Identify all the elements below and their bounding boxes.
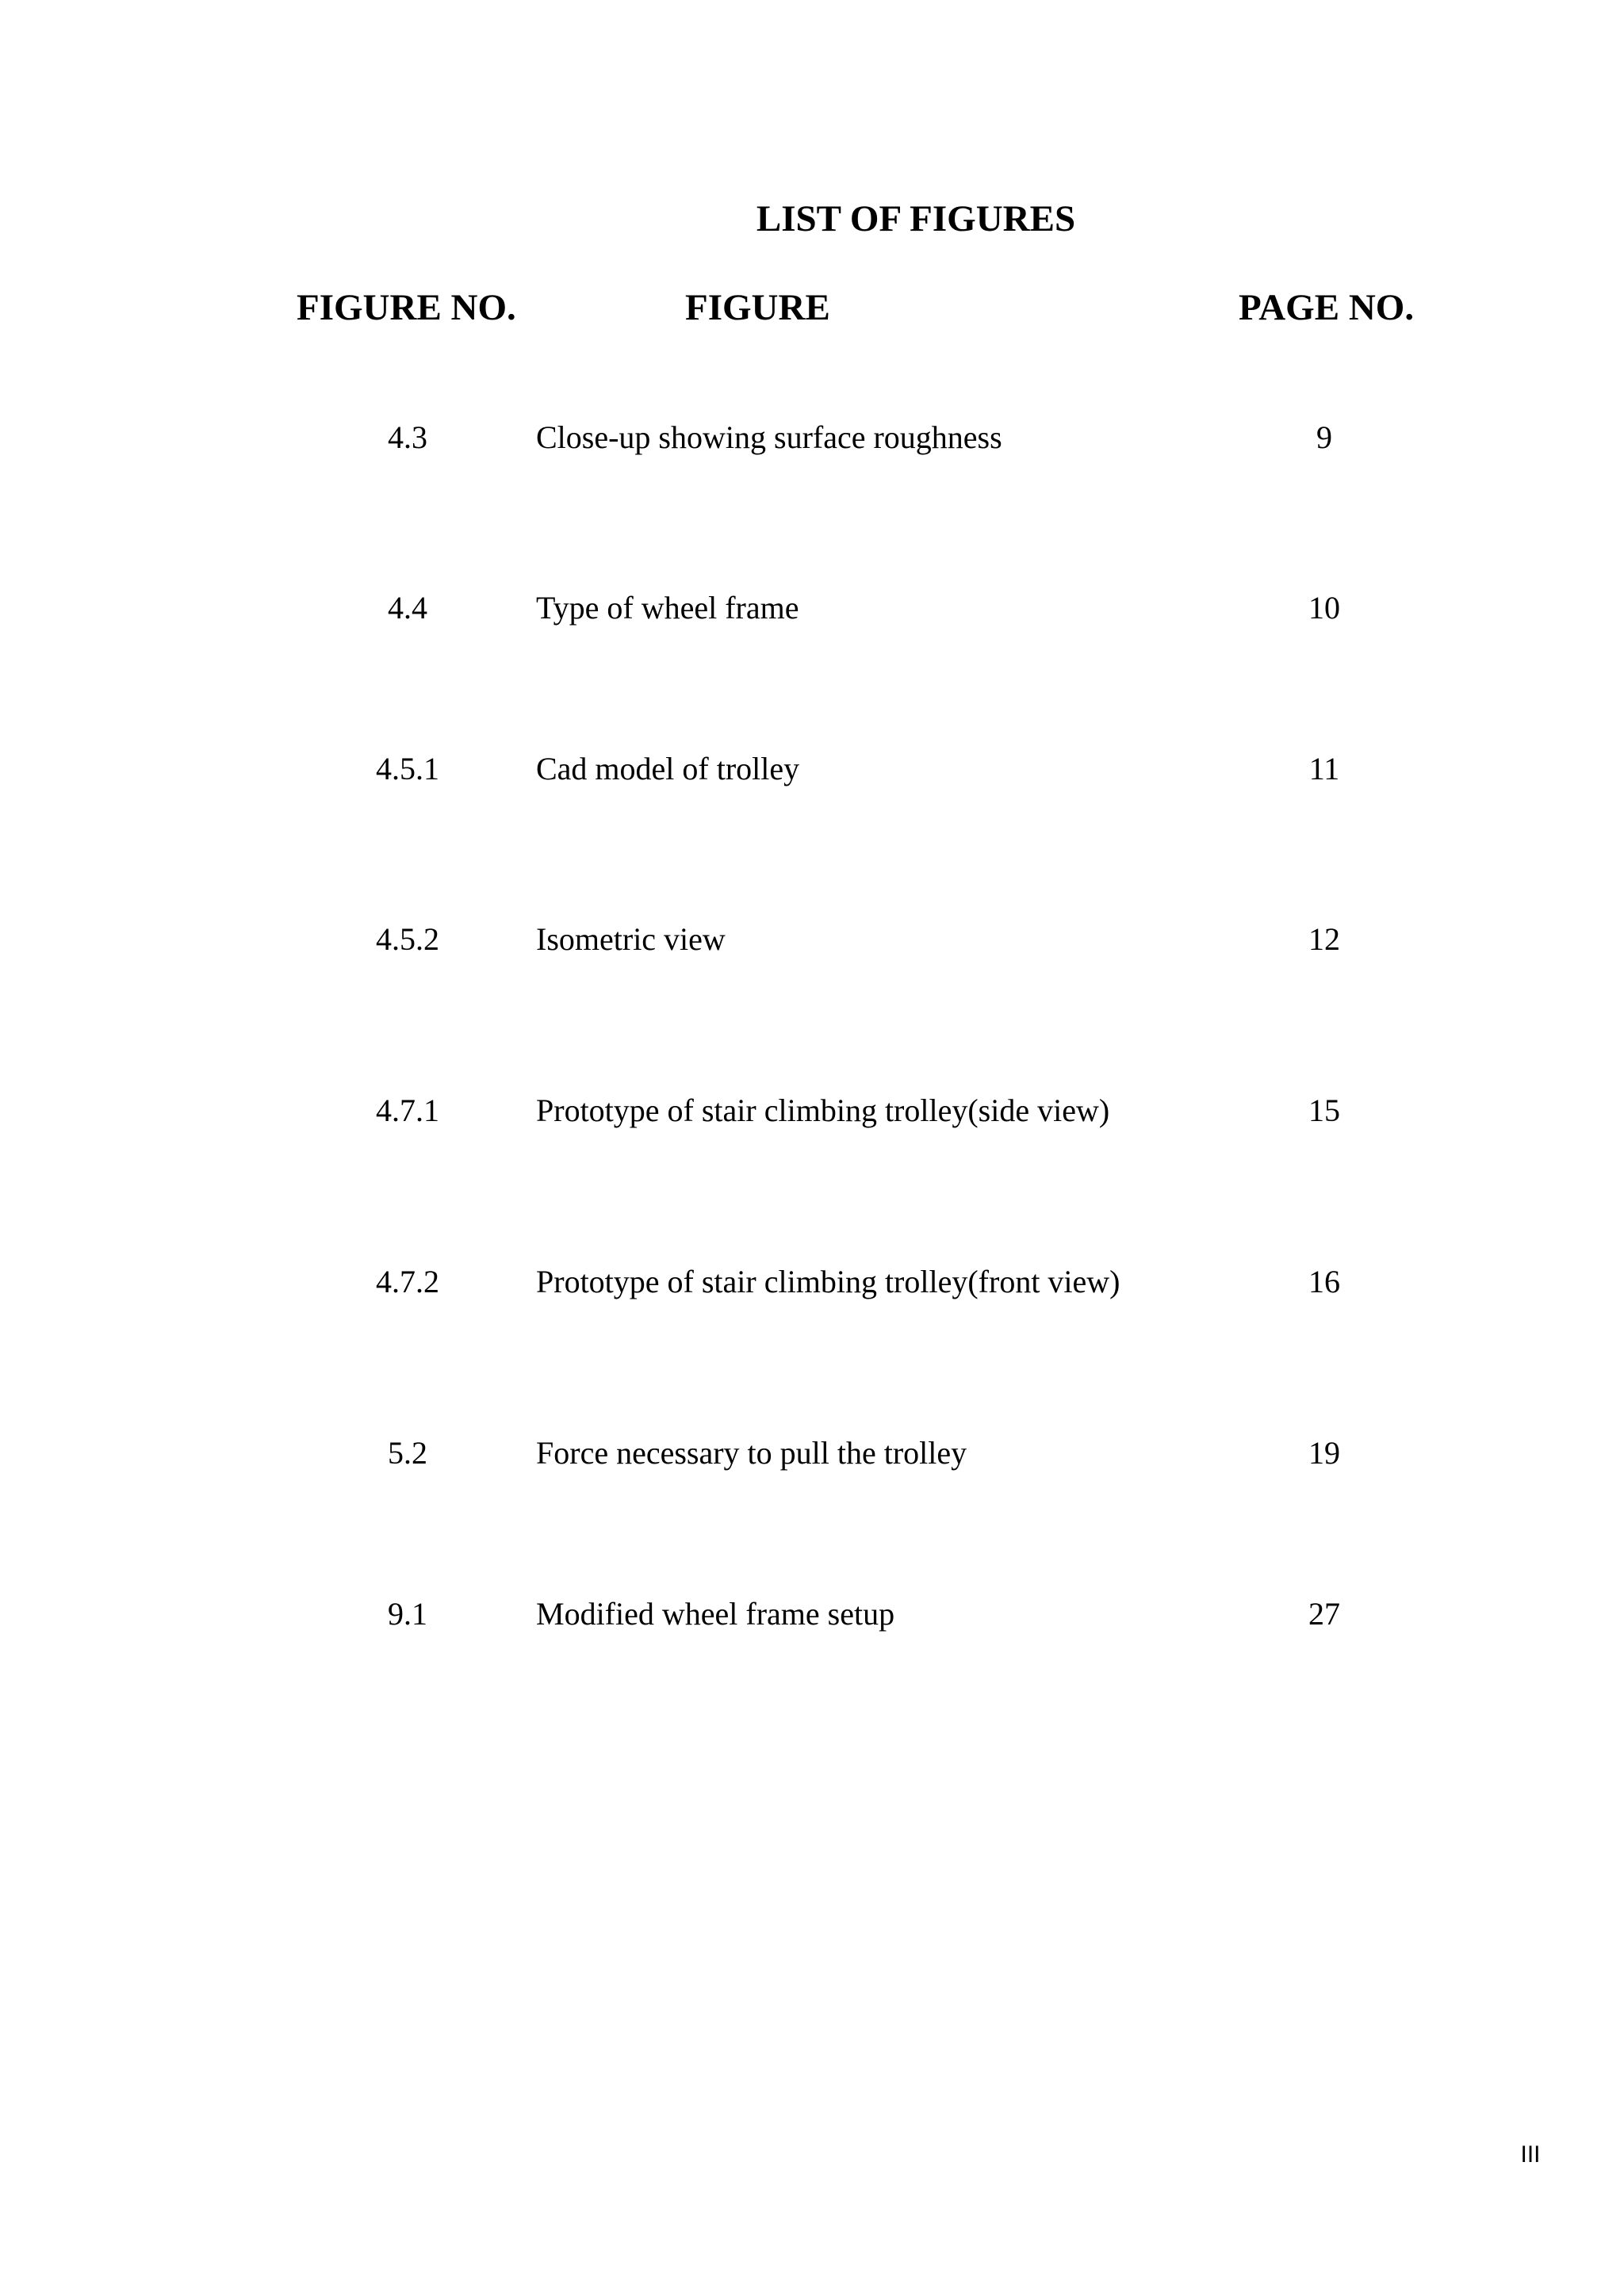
figure-page-number: 10 (1308, 590, 1340, 626)
figure-row (0, 414, 1624, 461)
figure-page-number: 12 (1308, 921, 1340, 957)
figure-page-number: 27 (1308, 1596, 1340, 1632)
figure-row (0, 1258, 1624, 1306)
figure-number: 9.1 (388, 1596, 427, 1632)
figure-title: Force necessary to pull the trolley (536, 1435, 967, 1471)
figure-number: 5.2 (388, 1435, 427, 1471)
column-header-figure: FIGURE (685, 287, 830, 328)
figure-page-number: 19 (1308, 1435, 1340, 1471)
figure-row (0, 745, 1624, 793)
page-number: III (1520, 2141, 1541, 2168)
figure-number: 4.7.1 (376, 1093, 439, 1128)
figure-number: 4.5.2 (376, 921, 439, 957)
figure-title: Isometric view (536, 921, 726, 957)
figure-title: Prototype of stair climbing trolley(side view) (536, 1093, 1110, 1128)
figure-row (0, 1590, 1624, 1638)
figure-number: 4.7.2 (376, 1264, 439, 1299)
figure-title: Prototype of stair climbing trolley(front view) (536, 1264, 1120, 1299)
figure-row (0, 1087, 1624, 1135)
figure-row (0, 1429, 1624, 1477)
figure-title: Cad model of trolley (536, 751, 800, 786)
figure-page-number: 15 (1308, 1093, 1340, 1128)
figure-page-number: 9 (1316, 419, 1332, 455)
column-header-figure-no: FIGURE NO. (297, 287, 516, 328)
figure-number: 4.5.1 (376, 751, 439, 786)
figure-row (0, 584, 1624, 632)
figure-page-number: 11 (1308, 751, 1340, 786)
figure-page-number: 16 (1308, 1264, 1340, 1299)
figure-number: 4.4 (388, 590, 427, 626)
figure-title: Type of wheel frame (536, 590, 799, 626)
figure-number: 4.3 (388, 419, 427, 455)
page-title: LIST OF FIGURES (756, 198, 1076, 239)
figure-row (0, 916, 1624, 963)
figure-title: Close-up showing surface roughness (536, 419, 1002, 455)
figure-title: Modified wheel frame setup (536, 1596, 895, 1632)
column-header-page-no: PAGE NO. (1239, 287, 1415, 328)
